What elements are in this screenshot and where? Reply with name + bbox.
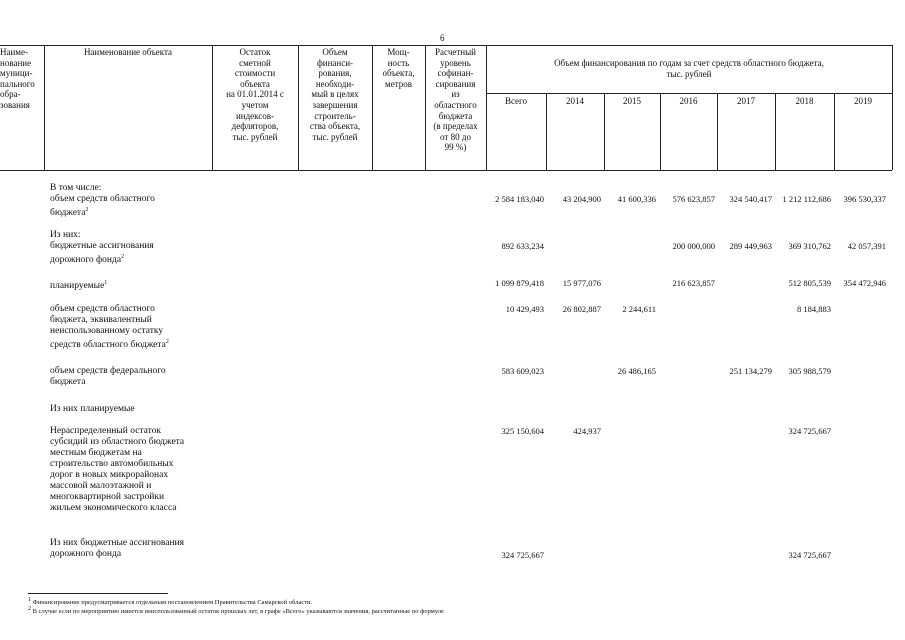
row-label-line: Нераспределенный остаток xyxy=(50,426,162,436)
cell-2019: 396 530,337 xyxy=(843,194,886,204)
footnote-ref: 1 xyxy=(104,280,108,286)
cell-total: 1 099 879,418 xyxy=(495,278,544,288)
footnote-2 xyxy=(28,606,444,615)
cell-total: 892 633,234 xyxy=(501,241,544,251)
cell-2014: 424,937 xyxy=(573,426,601,436)
row-label-line: субсидий из областного бюджета xyxy=(50,437,185,447)
row-label xyxy=(50,404,215,415)
cell-total: 324 725,667 xyxy=(501,550,544,560)
row-label-line: дорожного фонда xyxy=(50,549,122,559)
cell-total: 583 609,023 xyxy=(501,366,544,376)
header-capacity: Мощ- ность объекта, метров xyxy=(382,47,415,89)
cell-2014: 26 802,887 xyxy=(562,304,601,314)
row-label-line: дорожного фонда$^2$ xyxy=(50,254,125,266)
row-label xyxy=(50,183,215,219)
row-label-line: местным бюджетам на xyxy=(50,448,142,458)
row-label-line: Из них: xyxy=(50,230,81,240)
table-right-border xyxy=(892,45,893,170)
header-year-2018: 2018 xyxy=(795,96,814,106)
row-label xyxy=(50,304,215,351)
cell-2016: 576 623,857 xyxy=(672,194,715,204)
cell-2017: 289 449,963 xyxy=(729,241,772,251)
header-year-2014: 2014 xyxy=(566,96,584,106)
header-annual-funding: Объем финансирования по годам за счет средств областного бюджета, тыс. рублей xyxy=(554,58,824,79)
row-label-line: В том числе: xyxy=(50,183,102,193)
row-label-line: объем средств областного xyxy=(50,304,155,314)
footnote-separator xyxy=(28,593,168,594)
cell-2018: 8 184,883 xyxy=(797,304,831,314)
cell-2017: 324 540,417 xyxy=(729,194,772,204)
footnote-ref: 2 xyxy=(121,254,125,260)
cell-total: 10 429,493 xyxy=(505,304,544,314)
row-label-line: бюджетные ассигнования xyxy=(50,241,154,251)
row-label-line: объем средств областного xyxy=(50,194,155,204)
cell-2018: 512 805,539 xyxy=(788,278,831,288)
cell-2017: 251 134,279 xyxy=(729,366,772,376)
row-label xyxy=(50,366,215,388)
header-year-2015: 2015 xyxy=(623,96,641,106)
cell-2014: 15 977,076 xyxy=(562,278,601,288)
header-year-total: Всего xyxy=(504,96,528,106)
row-label-line: Из них бюджетные ассигнования xyxy=(50,538,185,548)
cell-2014: 43 204,900 xyxy=(562,194,601,204)
row-label-line: строительство автомобильных xyxy=(50,459,174,469)
page-number: 6 xyxy=(440,33,445,43)
col-divider xyxy=(44,45,45,170)
header-year-2019: 2019 xyxy=(854,96,872,106)
row-label-line: бюджета xyxy=(50,377,86,387)
footnote-mark: 2 xyxy=(28,606,31,612)
cell-2015: 41 600,336 xyxy=(617,194,656,204)
table-header-bottom-border xyxy=(0,170,892,171)
cell-2015: 26 486,165 xyxy=(617,366,656,376)
cell-2018: 305 988,579 xyxy=(788,366,831,376)
row-label-line: объем средств федерального xyxy=(50,366,166,376)
footnote-ref: 2 xyxy=(165,339,169,345)
footnote-text: Финансирование предусматривается отдельным постановлением Правительства Самарской области. xyxy=(32,599,313,607)
cell-2018: 1 212 112,686 xyxy=(782,194,831,204)
cell-2018: 324 725,667 xyxy=(788,550,831,560)
header-municipality: Наиме- нование муници- пального обра- зования xyxy=(0,47,35,110)
row-label-line: средств областного бюджета$^2$ xyxy=(50,339,169,351)
row-label-line: планируемые$^1$ xyxy=(50,280,108,292)
header-cofinancing-level: Расчетный уровень софинан- сирования из областного бюджета (в пределах от 80 до 99 %) xyxy=(433,47,478,153)
row-label xyxy=(50,538,215,560)
cell-2018: 324 725,667 xyxy=(788,426,831,436)
cell-2019: 42 057,391 xyxy=(847,241,886,251)
cell-2018: 369 310,762 xyxy=(788,241,831,251)
footnote-1 xyxy=(28,597,312,606)
row-label-line: жильем экономического класса xyxy=(50,503,177,513)
cell-2016: 200 000,000 xyxy=(672,241,715,251)
footnote-mark: 1 xyxy=(28,597,31,603)
row-label-line: Из них планируемые xyxy=(50,404,135,414)
table-top-border xyxy=(0,45,892,46)
row-label xyxy=(50,426,215,514)
row-label-line: дорог в новых микрорайонах xyxy=(50,470,169,480)
header-required-funding: Объем финанси- рования, необходи- мый в целях завершения строитель- ства объекта, тыс. рублей xyxy=(309,47,361,142)
row-label-line: неиспользованному остатку xyxy=(50,326,164,336)
header-remaining-cost: Остаток сметной стоимости объекта на 01.01.2014 с учетом индексов- дефляторов, тыс. рублей xyxy=(226,47,284,142)
row-label-line: массовой малоэтажной и xyxy=(50,481,152,491)
cell-2019: 354 472,946 xyxy=(843,278,886,288)
cell-total: 2 584 183,040 xyxy=(495,194,544,204)
header-object-name: Наименование объекта xyxy=(83,47,173,57)
footnote-ref: 2 xyxy=(85,207,89,213)
cell-2015: 2 244,611 xyxy=(622,304,656,314)
cell-2016: 216 623,857 xyxy=(672,278,715,288)
cell-total: 325 150,604 xyxy=(501,426,544,436)
header-year-2016: 2016 xyxy=(679,96,698,106)
row-label xyxy=(50,278,215,292)
row-label-line: многоквартирной застройки xyxy=(50,492,165,502)
row-label-line: бюджета, эквивалентный xyxy=(50,315,152,325)
row-label-line: бюджета$^2$ xyxy=(50,207,89,219)
header-year-2017: 2017 xyxy=(737,96,755,106)
row-label xyxy=(50,230,215,266)
footnote-text: В случае если по мероприятию имеется неиспользованный остаток прошлых лет, в графе «Всего» указываются значения, рассчитанные по формуле xyxy=(32,608,444,616)
